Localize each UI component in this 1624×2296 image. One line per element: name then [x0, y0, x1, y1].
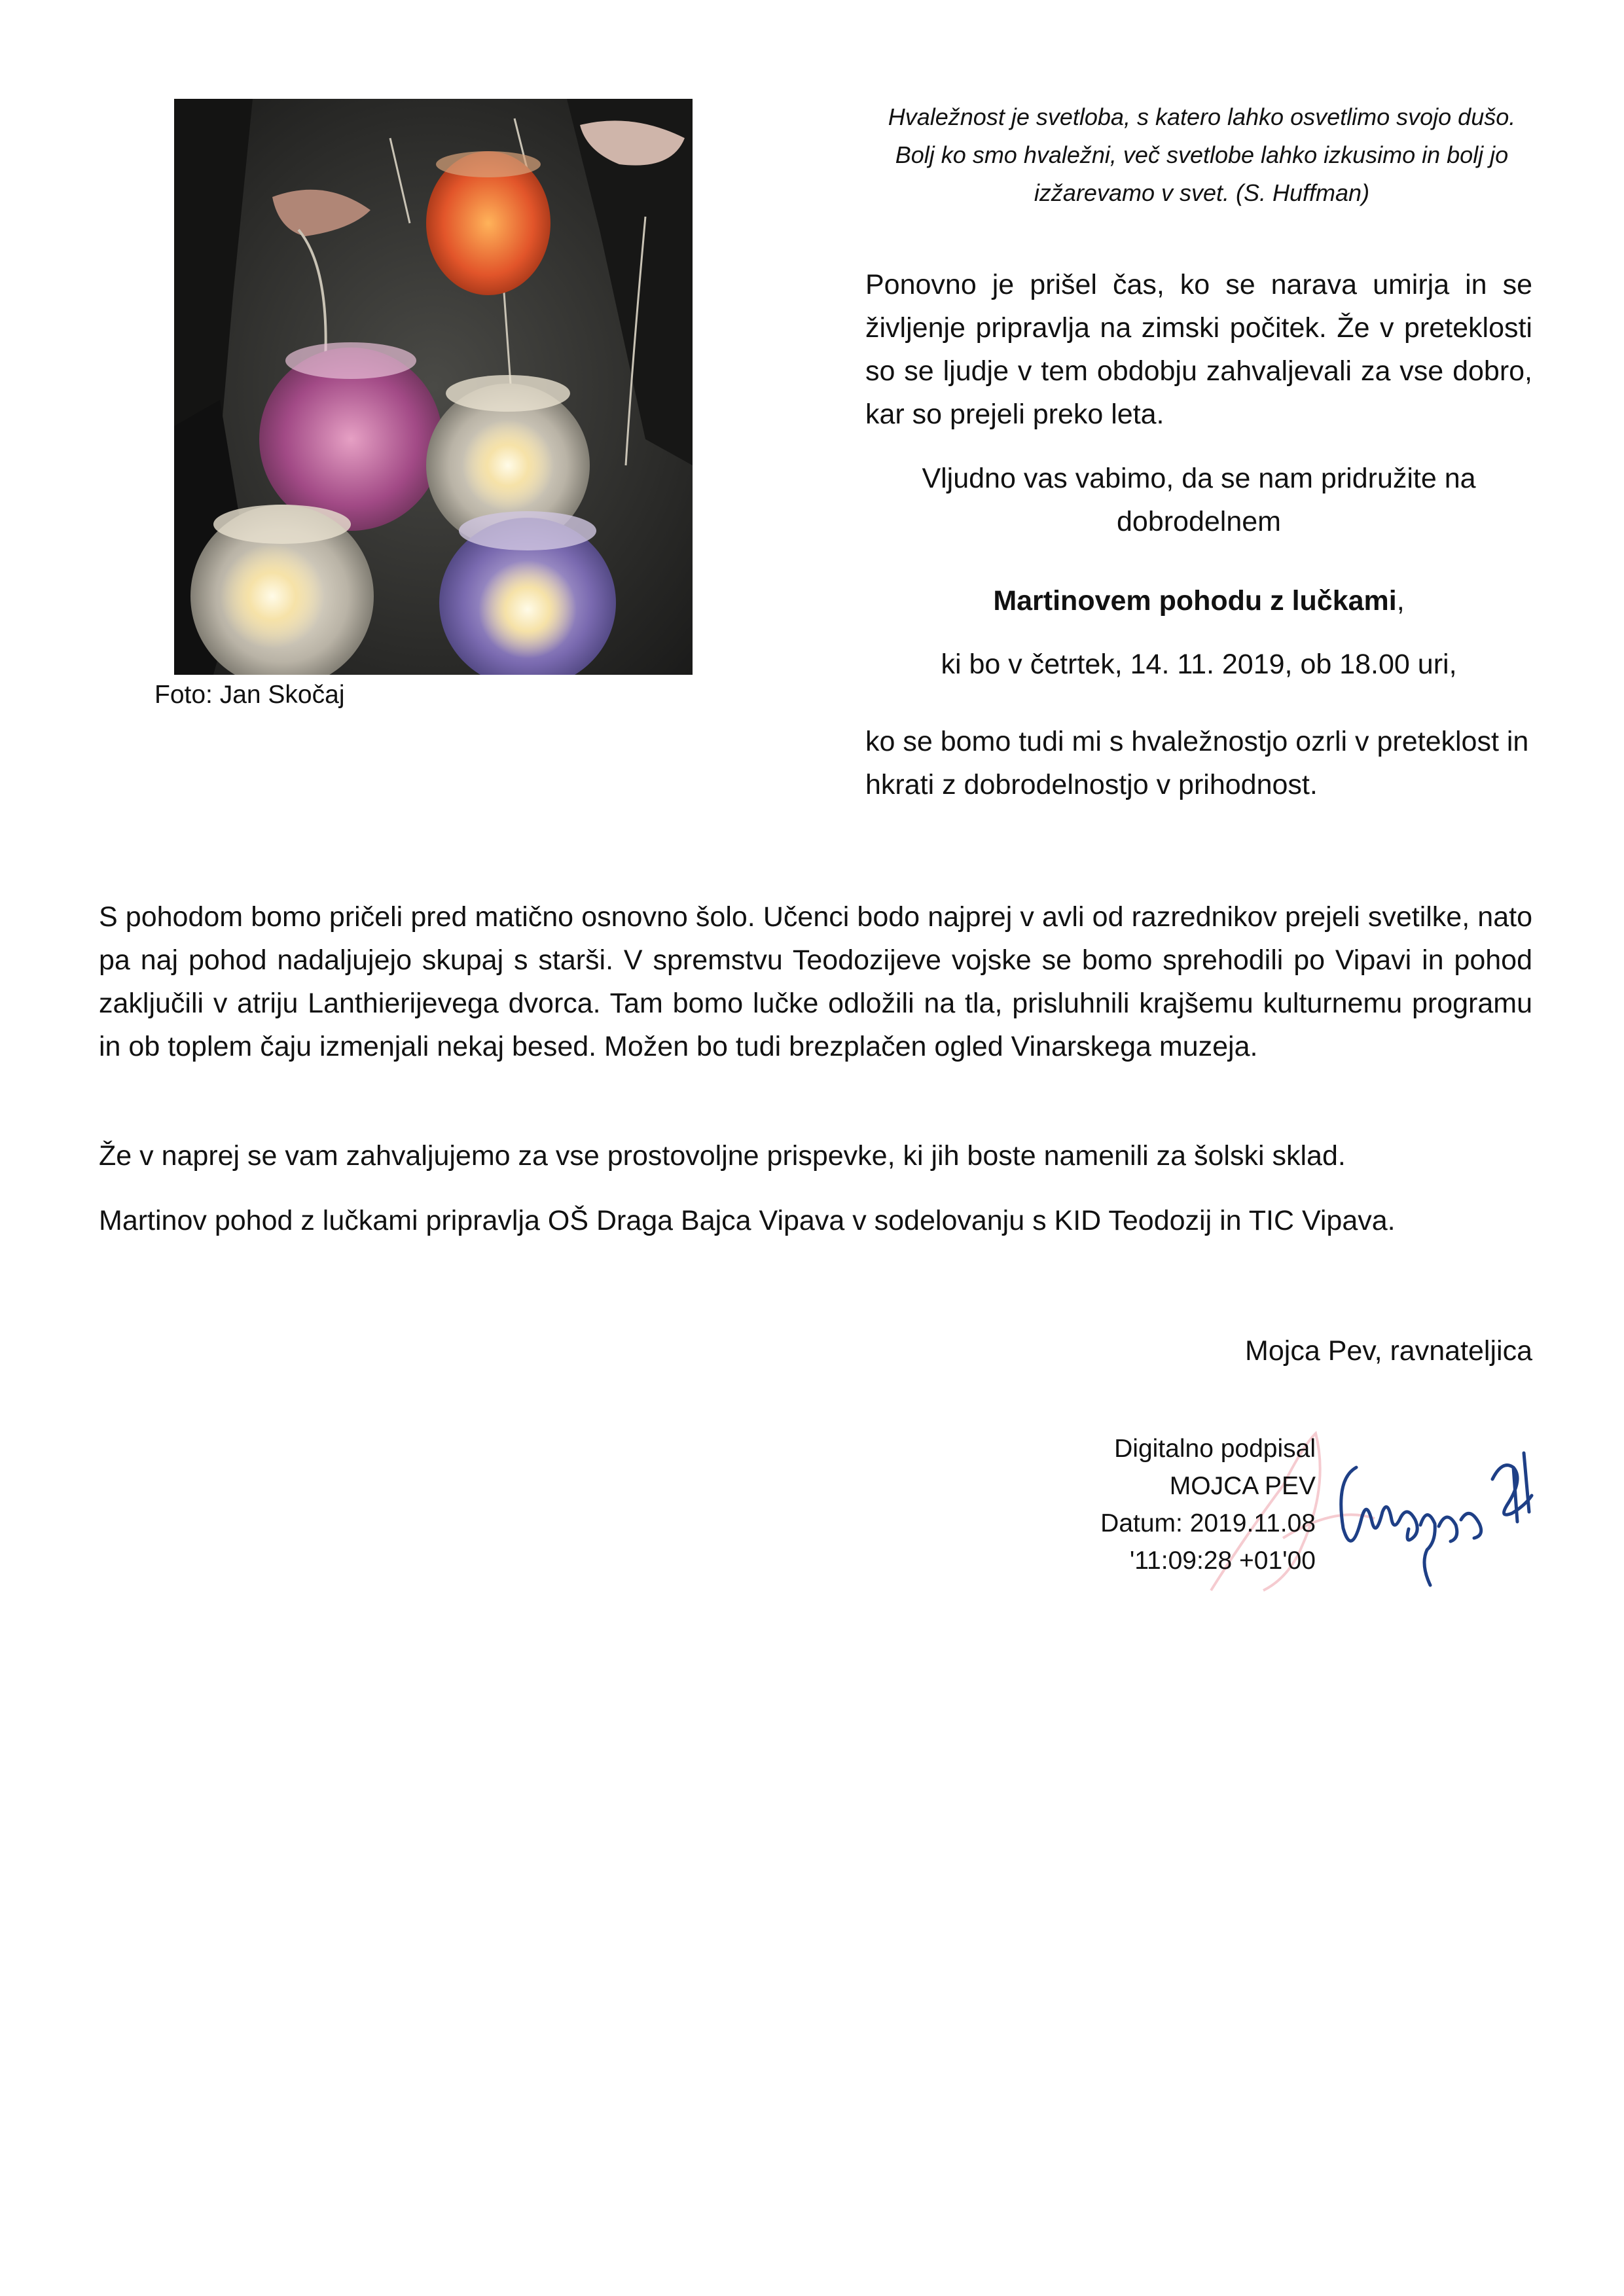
body-paragraph: Že v naprej se vam zahvaljujemo za vse prostovoljne prispevke, ki jih boste namenili za šolski sklad. — [99, 1140, 1346, 1172]
lanterns-photo — [174, 99, 693, 675]
intro-paragraph: Ponovno je prišel čas, ko se narava umirja in se življenje pripravlja na zimski počitek. Že v preteklosti so se ljudje v tem obdobju zahvaljevali za vse dobro, kar so prejeli preko leta. — [865, 269, 1532, 430]
event-title-text: Martinovem pohodu z lučkami — [993, 585, 1397, 617]
event-purpose: ko se bomo tudi mi s hvaležnostjo ozrli v preteklost in hkrati z dobrodelnostjo v prihodnost. — [865, 726, 1529, 800]
digital-signature-block — [982, 1430, 1316, 1579]
quote — [848, 98, 1555, 212]
digital-signature-line: Datum: 2019.11.08 — [1100, 1509, 1316, 1537]
invitation-line: dobrodelnem — [1116, 506, 1281, 537]
quote-line: Hvaležnost je svetloba, s katero lahko osvetlimo svojo dušo. — [888, 103, 1516, 130]
event-title-suffix: , — [1396, 585, 1405, 617]
body-paragraph: S pohodom bomo pričeli pred matično osnovno šolo. Učenci bodo najprej v avli od razrednikov prejeli svetilke, nato pa naj pohod nadaljujejo skupaj s starši. V spremstvu Teodozijeve vojske se bomo sprehodili po Vipavi in pohod zaključili v atriju Lanthierijevega dvorca. Tam bomo lučke odložili na tla, prisluhnili krajšemu kulturnemu programu in ob toplem čaju izmenjali nekaj besed. Možen bo tudi brezplačen ogled Vinarskega muzeja. — [99, 901, 1532, 1062]
digital-signature-line: MOJCA PEV — [1169, 1472, 1316, 1500]
event-title — [865, 579, 1532, 622]
signer-name: Mojca Pev, ravnateljica — [1245, 1335, 1532, 1367]
event-date: ki bo v četrtek, 14. 11. 2019, ob 18.00 uri, — [941, 649, 1457, 680]
body-paragraph: Martinov pohod z lučkami pripravlja OŠ Draga Bajca Vipava v sodelovanju s KID Teodozij in TIC Vipava. — [99, 1205, 1396, 1236]
digital-signature-line: Digitalno podpisal — [1114, 1435, 1316, 1463]
invitation-line: Vljudno vas vabimo, da se nam pridružite na — [922, 463, 1476, 494]
ink-signature — [1341, 1453, 1532, 1585]
quote-line: Bolj ko smo hvaležni, več svetlobe lahko izkusimo in bolj jo — [895, 141, 1509, 168]
digital-signature-line: '11:09:28 +01'00 — [1129, 1547, 1316, 1575]
invitation — [865, 457, 1532, 543]
quote-line: izžarevamo v svet. (S. Huffman) — [1034, 179, 1370, 206]
photo-caption: Foto: Jan Skočaj — [154, 681, 345, 709]
